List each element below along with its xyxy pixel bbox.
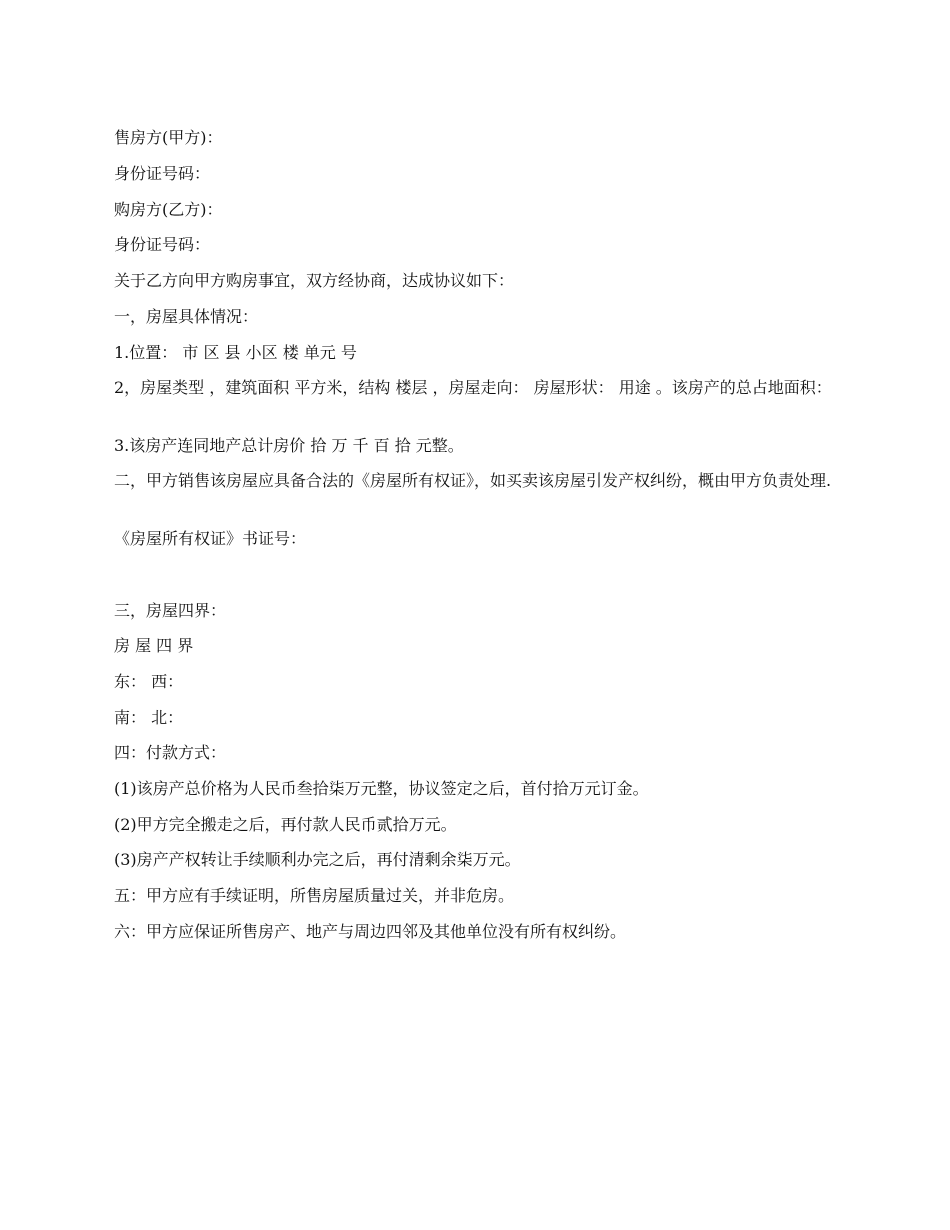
payment-item-2: (2)甲方完全搬走之后，再付款人民币贰拾万元。 (114, 815, 457, 834)
certificate-number-label: 《房屋所有权证》书证号： (114, 529, 307, 548)
section-5-paragraph: 五：甲方应有手续证明，所售房屋质量过关，并非危房。 (114, 886, 515, 905)
buyer-id-label: 身份证号码： (114, 235, 211, 254)
clause-2-house-type: 2，房屋类型 ，建筑面积 平方米，结构 楼层 ，房屋走向： 房屋形状： 用途 。该房产的总占地面积： (114, 378, 832, 397)
clause-1-location: 1.位置： 市 区 县 小区 楼 单元 号 (114, 343, 357, 362)
boundaries-title: 房 屋 四 界 (114, 636, 194, 655)
clause-3-price: 3.该房产连同地产总计房价 拾 万 千 百 拾 元整。 (114, 436, 464, 455)
boundary-south-north: 南： 北： (114, 708, 184, 727)
section-1-heading: 一，房屋具体情况： (114, 307, 259, 326)
payment-item-1: (1)该房产总价格为人民币叁拾柒万元整，协议签定之后，首付拾万元订金。 (114, 779, 649, 798)
section-2-paragraph: 二，甲方销售该房屋应具备合法的《房屋所有权证》，如买卖该房屋引发产权纠纷，概由甲方负责处理. (114, 471, 832, 490)
seller-label: 售房方(甲方)： (114, 128, 223, 147)
payment-item-3: (3)房产产权转让手续顺利办完之后，再付清剩余柒万元。 (114, 850, 521, 869)
seller-id-label: 身份证号码： (114, 164, 211, 183)
section-4-heading: 四：付款方式： (114, 743, 227, 762)
intro-paragraph: 关于乙方向甲方购房事宜，双方经协商，达成协议如下： (114, 271, 515, 290)
section-3-heading: 三，房屋四界： (114, 601, 227, 620)
boundary-east-west: 东： 西： (114, 672, 184, 691)
section-6-paragraph: 六：甲方应保证所售房产、地产与周边四邻及其他单位没有所有权纠纷。 (114, 922, 627, 941)
buyer-label: 购房方(乙方)： (114, 200, 223, 219)
